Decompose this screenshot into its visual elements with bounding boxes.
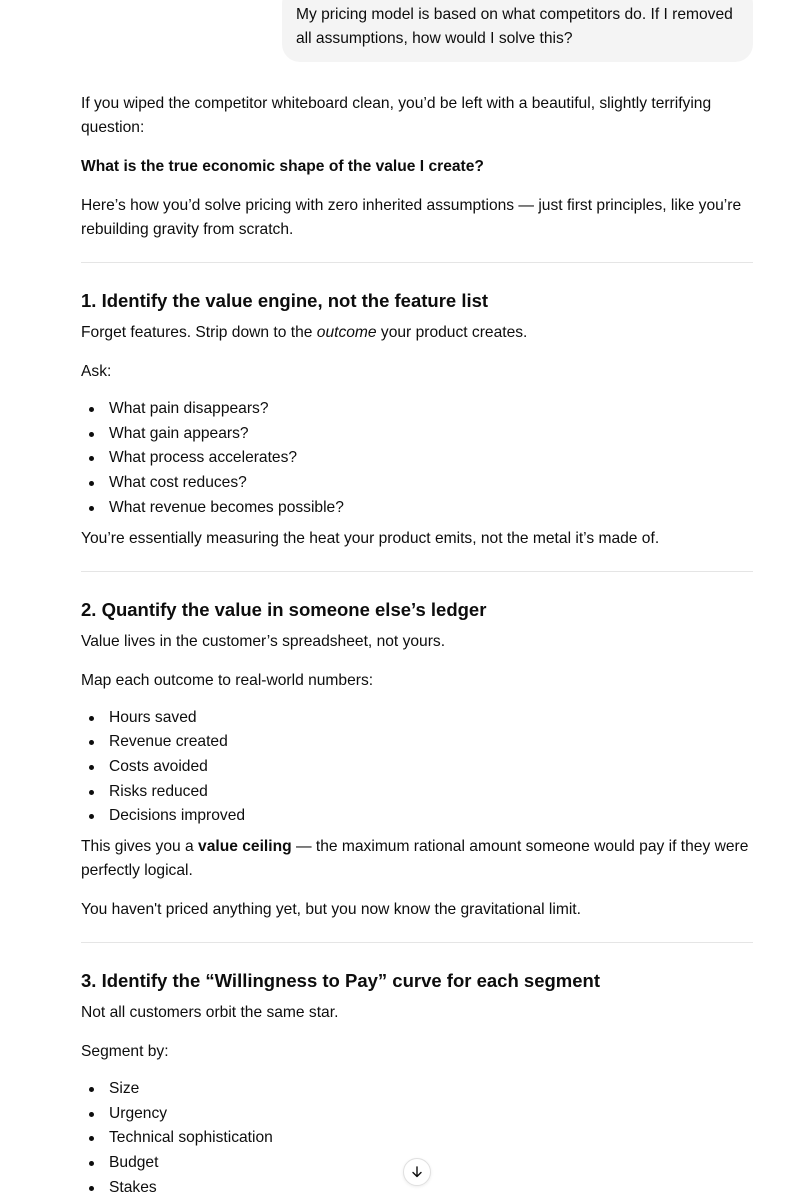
section1-text-a: Forget features. Strip down to the	[81, 324, 317, 341]
section3-paragraph-2: Segment by:	[81, 1043, 169, 1061]
section1-paragraph	[81, 321, 761, 345]
section2-heading: 2. Quantify the value in someone else’s ledger	[81, 598, 487, 620]
list-item: What process accelerates?	[109, 446, 761, 471]
list-item: Technical sophistication	[109, 1126, 761, 1151]
section1-closing: You’re essentially measuring the heat your product emits, not the metal it’s made of.	[81, 529, 660, 547]
section-divider	[81, 942, 753, 943]
section1-emphasis: outcome	[316, 324, 377, 341]
section1-text-b: your product creates.	[376, 324, 528, 341]
list-item: Stakes	[109, 1176, 761, 1200]
scroll-to-bottom-button[interactable]	[403, 1158, 431, 1186]
question-text: What is the true economic shape of the value I create?	[81, 158, 484, 175]
section-divider	[81, 571, 753, 572]
section1-ask: Ask:	[81, 363, 112, 380]
list-item: What cost reduces?	[109, 471, 761, 496]
list-item: Hours saved	[109, 706, 761, 731]
user-message-bubble	[282, 0, 753, 62]
section2-paragraph-2: Map each outcome to real-world numbers:	[81, 671, 374, 689]
section2-list	[81, 706, 761, 830]
section1-list	[81, 397, 761, 521]
assistant-response	[81, 92, 761, 1200]
section3-heading: 3. Identify the “Willingness to Pay” curve for each segment	[81, 970, 600, 992]
section2-strong: value ceiling	[198, 838, 292, 856]
section2-text-b: — the maximum rational amount someone would pay if they were perfectly logical.	[81, 838, 749, 880]
section1-heading: 1. Identify the value engine, not the feature list	[81, 290, 489, 311]
section2-paragraph-3	[81, 835, 761, 883]
section-divider	[81, 262, 753, 263]
section2-paragraph-4: You haven't priced anything yet, but you now know the gravitational limit.	[81, 901, 581, 919]
list-item: What pain disappears?	[109, 397, 761, 422]
question-paragraph	[81, 155, 761, 179]
list-item: Size	[109, 1077, 761, 1102]
section2-text-a: This gives you a	[81, 838, 199, 856]
list-item: Costs avoided	[109, 755, 761, 780]
list-item: Budget	[109, 1151, 761, 1176]
list-item: Decisions improved	[109, 804, 761, 829]
lead-paragraph: Here’s how you’d solve pricing with zero inherited assumptions — just first principles, like you’re rebuilding gravity from scratch.	[81, 197, 742, 238]
section3-paragraph-1: Not all customers orbit the same star.	[81, 1004, 339, 1022]
list-item: What gain appears?	[109, 422, 761, 447]
user-message-text: My pricing model is based on what competitors do. If I removed all assumptions, how would I solve this?	[296, 6, 733, 47]
arrow-down-icon	[410, 1165, 424, 1179]
list-item: Revenue created	[109, 730, 761, 755]
intro-paragraph: If you wiped the competitor whiteboard clean, you’d be left with a beautiful, slightly terrifying question:	[81, 95, 712, 136]
list-item: Urgency	[109, 1102, 761, 1127]
section2-paragraph-1: Value lives in the customer’s spreadsheet, not yours.	[81, 632, 446, 650]
list-item: What revenue becomes possible?	[109, 496, 761, 521]
list-item: Risks reduced	[109, 780, 761, 805]
